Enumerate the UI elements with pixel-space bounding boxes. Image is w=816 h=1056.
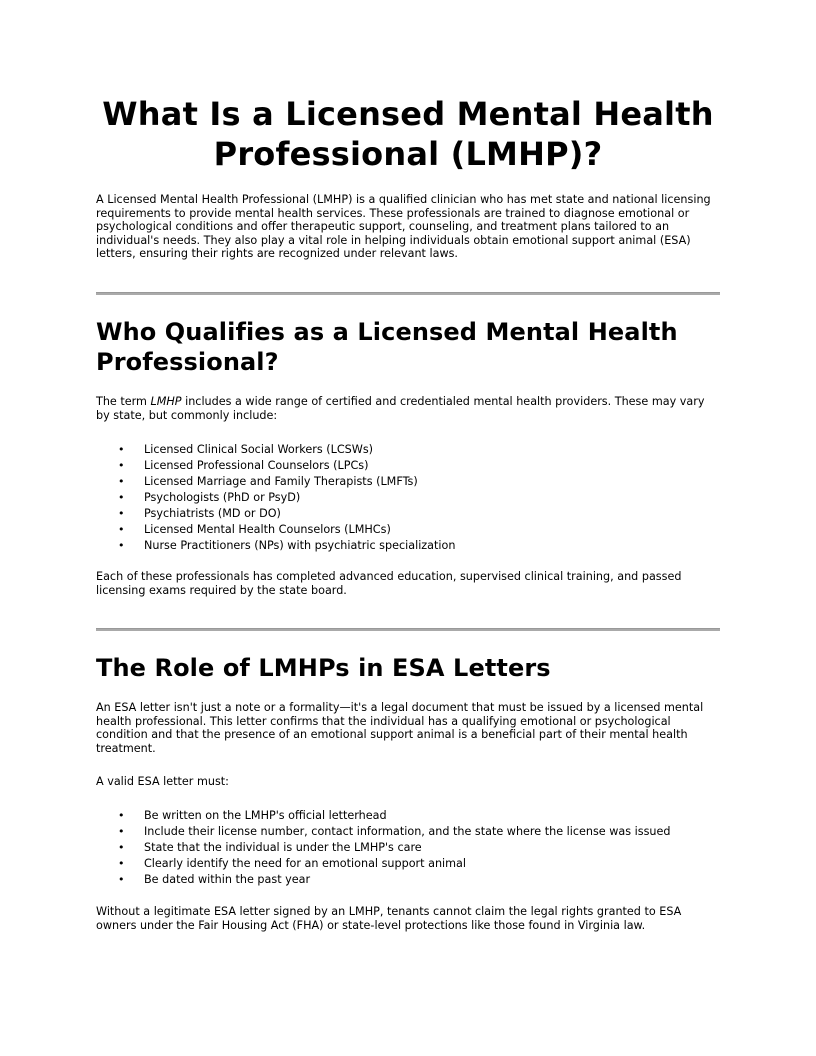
list-item: • Nurse Practitioners (NPs) with psychiatric specialization — [118, 539, 456, 552]
section2-heading: The Role of LMHPs in ESA Letters — [96, 654, 551, 682]
bullet-icon: • — [118, 809, 125, 822]
list-item: • Licensed Clinical Social Workers (LCSWs) — [118, 443, 374, 456]
list-item: • Psychologists (PhD or PsyD) — [118, 491, 301, 504]
bullet-icon: • — [118, 825, 125, 838]
list-item: • State that the individual is under the LMHP's care — [118, 841, 422, 854]
bullet-icon: • — [118, 857, 125, 870]
intro-paragraph: A Licensed Mental Health Professional (LMHP) is a qualified clinician who has met state and national licensing requirements to provide mental health services. These professionals are trained to diagnose emotional or psychological conditions and offer therapeutic support, counseling, and treatment plans tailored to an individual's needs. They also play a vital role in helping individuals obtain emotional support animal (ESA) letters, ensuring their rights are recognized under relevant laws. — [96, 193, 711, 261]
list-item: • Licensed Mental Health Counselors (LMHCs) — [118, 523, 391, 536]
bullet-icon: • — [118, 539, 125, 552]
section1-lead-after: includes a wide range of certified and credentialed mental health providers. These may vary by state, but commonly include: — [96, 395, 705, 422]
bullet-icon: • — [118, 507, 125, 520]
section2-paragraph-1: An ESA letter isn't just a note or a formality—it's a legal document that must be issued by a licensed mental health professional. This letter confirms that the individual has a qualifying emotional or psychological condition and that the presence of an emotional support animal is a beneficial part of their mental health treatment. — [96, 701, 704, 755]
list-item: • Be written on the LMHP's official letterhead — [118, 809, 387, 822]
list-item: • Licensed Marriage and Family Therapists (LMFTs) — [118, 475, 418, 488]
bullet-icon: • — [118, 841, 125, 854]
list-item: • Clearly identify the need for an emotional support animal — [118, 857, 467, 870]
section1-closing: Each of these professionals has completed advanced education, supervised clinical training, and passed licensing exams required by the state board. — [96, 570, 682, 597]
bullet-icon: • — [118, 443, 125, 456]
bullet-icon: • — [118, 491, 125, 504]
section1-lead-term: LMHP — [150, 395, 182, 408]
list-item: • Licensed Professional Counselors (LPCs) — [118, 459, 369, 472]
bullet-icon: • — [118, 459, 125, 472]
list-item: • Include their license number, contact information, and the state where the license was issued — [118, 825, 671, 838]
bullet-icon: • — [118, 873, 125, 886]
section1-lead-before: The term — [96, 395, 151, 408]
bullet-icon: • — [118, 523, 125, 536]
bullet-icon: • — [118, 475, 125, 488]
esa-letter-requirements-list — [96, 808, 720, 888]
page-title: What Is a Licensed Mental Health Professional (LMHP)? — [102, 95, 714, 173]
qualifying-professionals-list — [96, 442, 720, 554]
section2-closing: Without a legitimate ESA letter signed by an LMHP, tenants cannot claim the legal rights granted to ESA owners under the Fair Housing Act (FHA) or state-level protections like those found in Virginia law. — [96, 905, 682, 932]
section1-heading: Who Qualifies as a Licensed Mental Health Professional? — [96, 318, 678, 376]
section-divider-2 — [96, 628, 720, 631]
section-divider-1 — [96, 292, 720, 295]
list-item: • Be dated within the past year — [118, 873, 311, 886]
section2-paragraph-2: A valid ESA letter must: — [96, 775, 229, 788]
list-item: • Psychiatrists (MD or DO) — [118, 507, 281, 520]
section1-lead — [96, 395, 720, 422]
